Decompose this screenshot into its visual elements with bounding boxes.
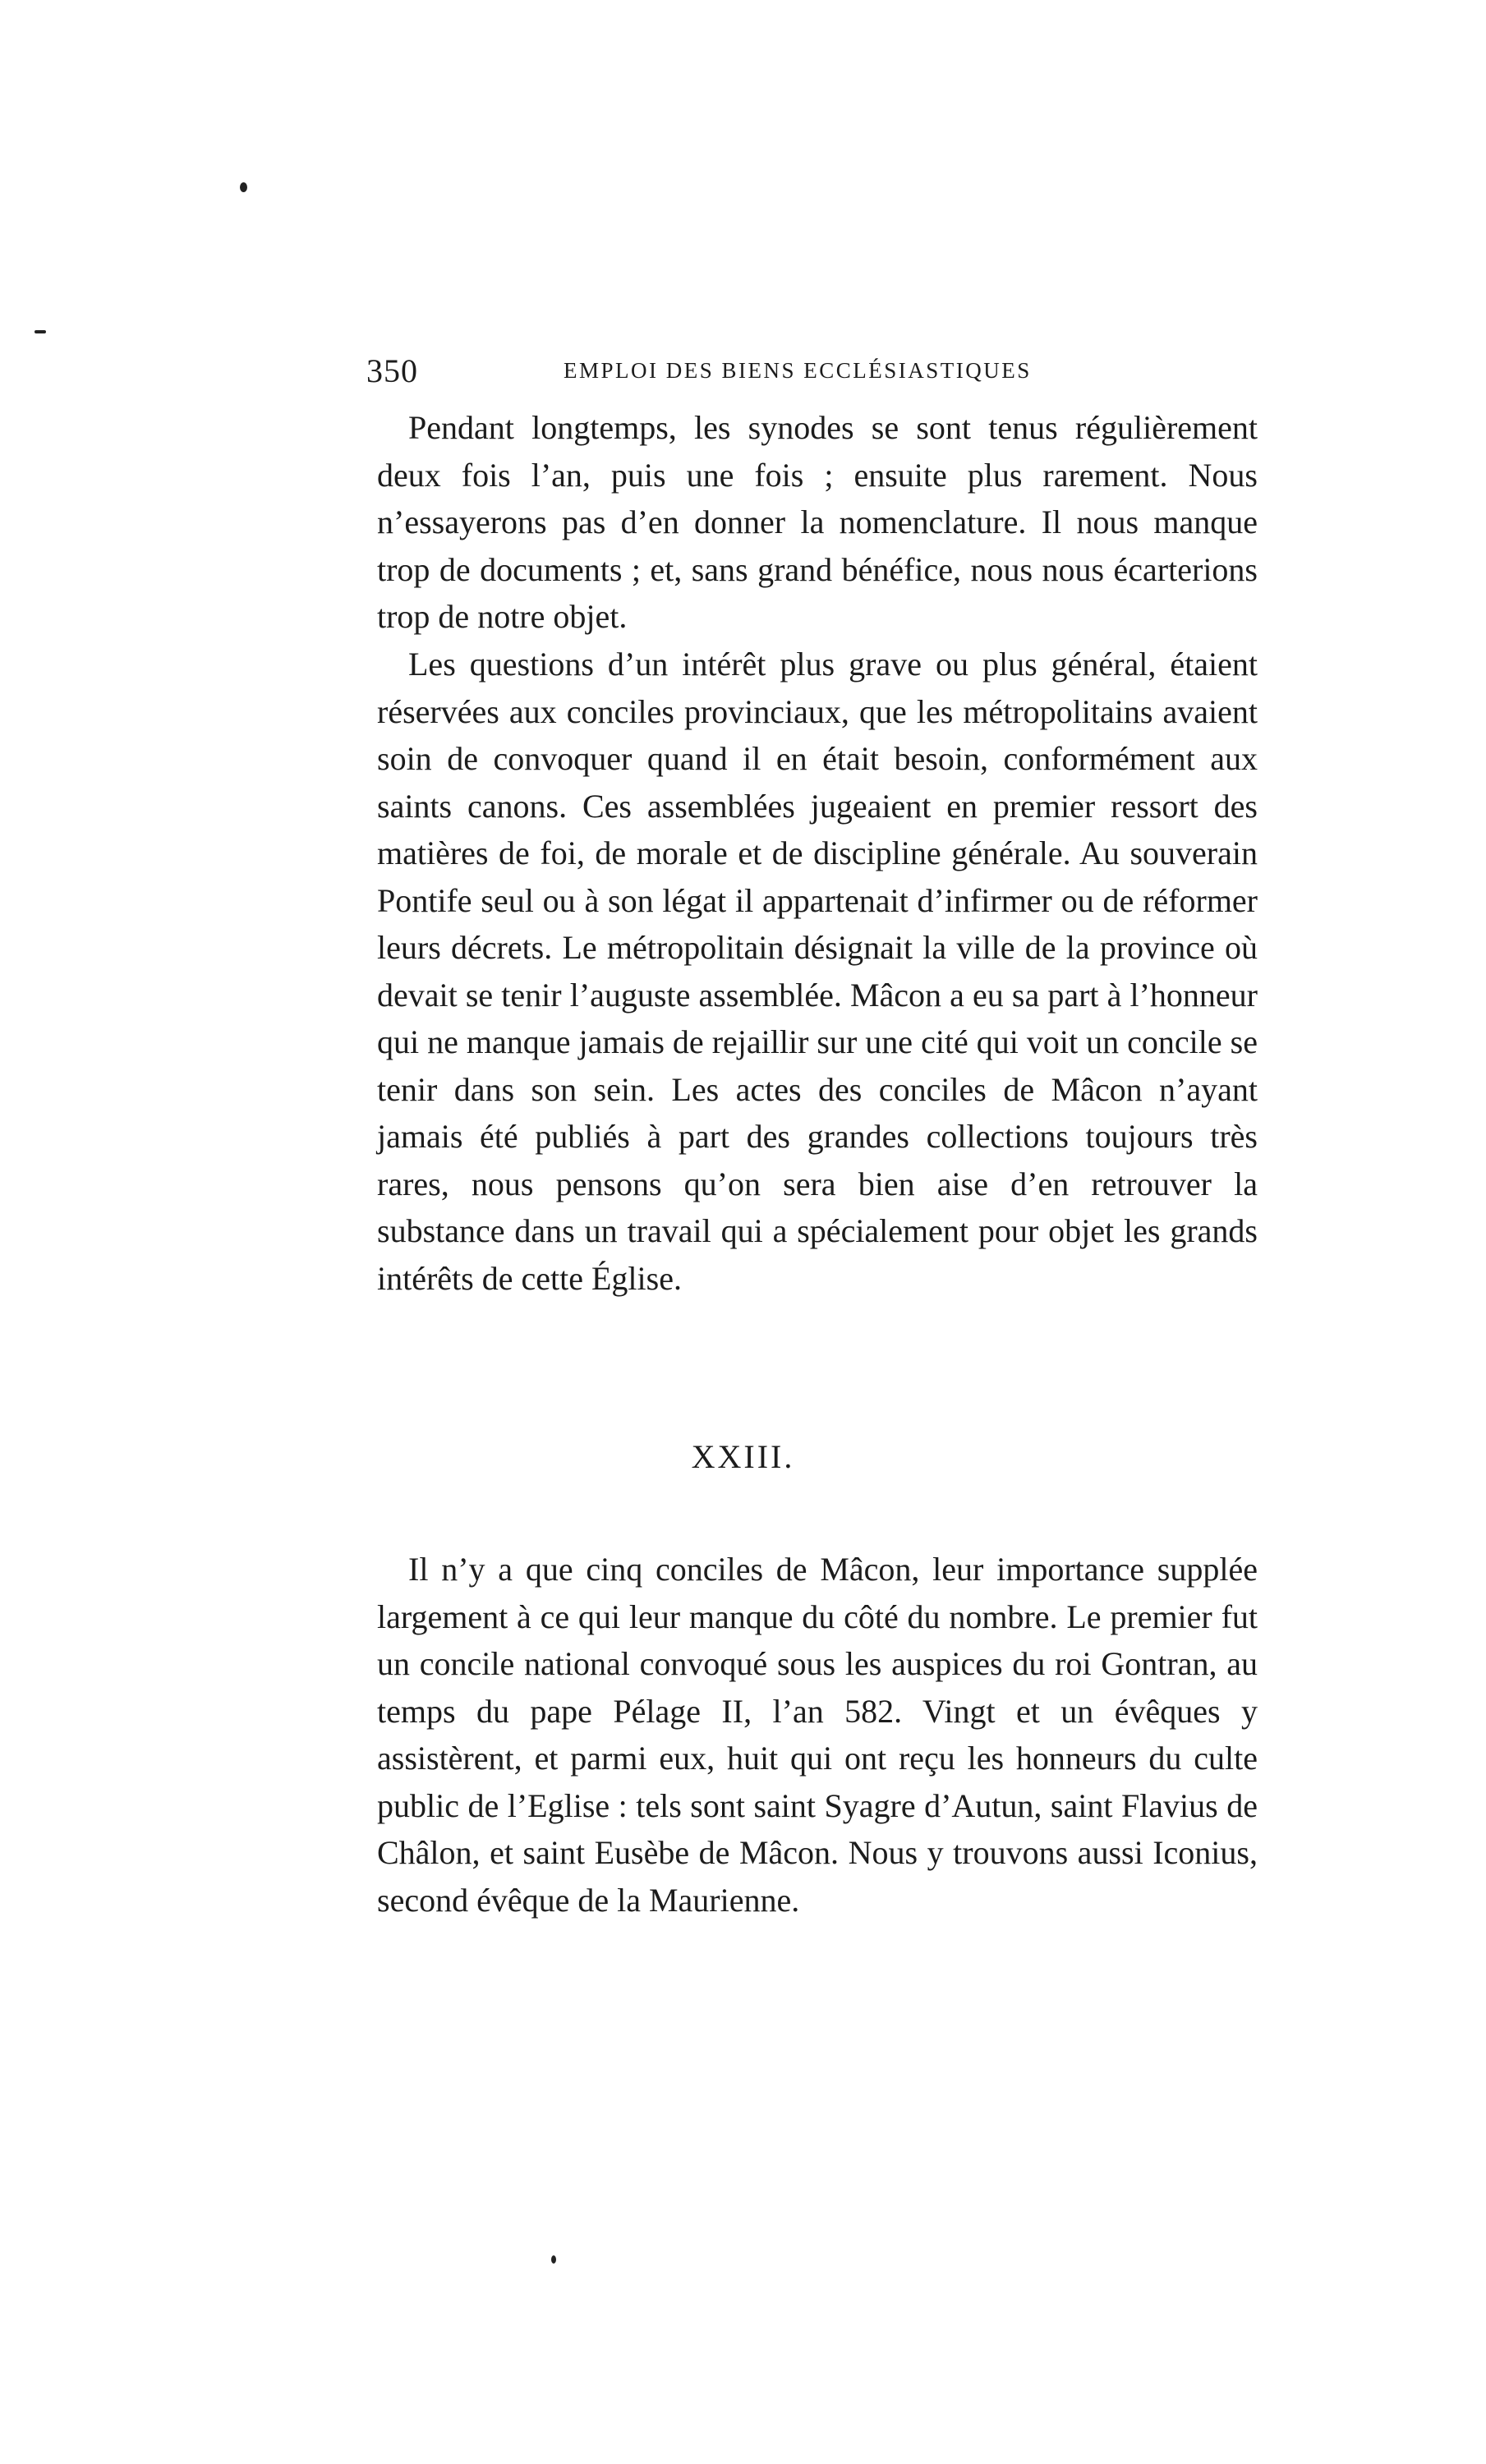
- ink-speck: [240, 182, 247, 192]
- section-heading: XXIII.: [691, 1438, 795, 1475]
- running-title: EMPLOI DES BIENS ECCLÉSIASTIQUES: [564, 358, 1032, 383]
- paragraph: Les questions d’un intérêt plus grave ou plus général, étaient réservées aux conciles provinciaux, que les métropolitains avaient soin de convoquer quand il en était besoin, conformément aux saints canons. Ces assemblées jugeaient en premier ressort des matières de foi, de morale et de discipline générale. Au souverain Pontife seul ou à son légat il appartenait d’infirmer ou de réformer leurs décrets. Le métropolitain désignait la ville de la province où devait se tenir l’auguste assemblée. Mâcon a eu sa part à l’honneur qui ne manque jamais de rejaillir sur une cité qui voit un concile se tenir dans son sein. Les actes des conciles de Mâcon n’ayant jamais été publiés à part des grandes collections toujours très rares, nous pensons qu’on sera bien aise d’en retrouver la substance dans un travail qui a spécialement pour objet les grands intérêts de cette Église.: [377, 646, 1258, 1297]
- paragraph: Pendant longtemps, les synodes se sont tenus régulièrement deux fois l’an, puis une fois ; ensuite plus rarement. Nous n’essayerons pas d’en donner la nomenclature. Il nous manque trop de documents ; et, sans grand bénéfice, nous nous écarterions trop de notre objet.: [377, 409, 1258, 635]
- page-number: 350: [366, 352, 418, 389]
- ink-speck: [551, 2255, 556, 2264]
- ink-speck: [35, 330, 46, 333]
- page-header: [366, 352, 1262, 401]
- paragraph: Il n’y a que cinq conciles de Mâcon, leur importance supplée largement à ce qui leur manque du côté du nombre. Le premier fut un concile national convoqué sous les auspices du roi Gontran, au temps du pape Pélage II, l’an 582. Vingt et un évêques y assistèrent, et parmi eux, huit qui ont reçu les honneurs du culte public de l’Eglise : tels sont saint Syagre d’Autun, saint Flavius de Châlon, et saint Eusèbe de Mâcon. Nous y trouvons aussi Iconius, second évêque de la Maurienne.: [377, 1551, 1258, 1919]
